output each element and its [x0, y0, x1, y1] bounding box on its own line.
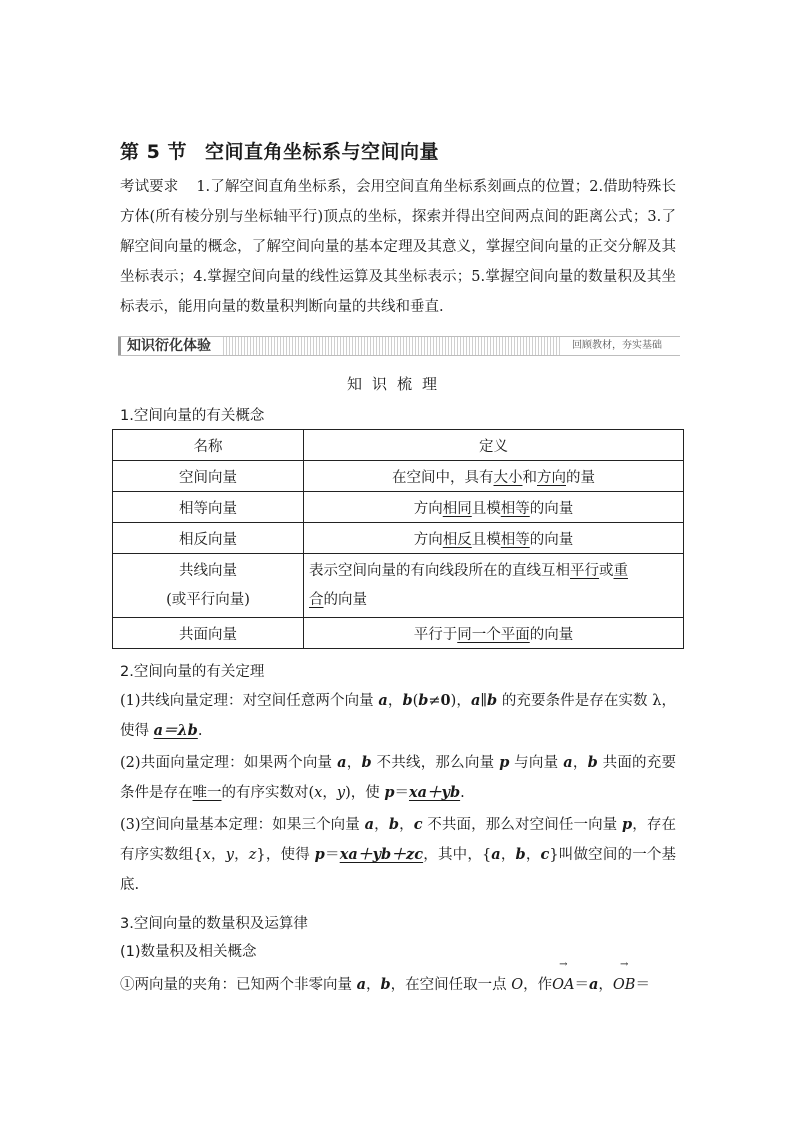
row-def: 表示空间向量的有向线段所在的直线互相平行或重 合的向量	[304, 554, 684, 618]
section-title	[120, 137, 439, 164]
theorems-heading: 2.空间向量的有关定理	[120, 664, 265, 680]
col-name-header: 名称	[113, 430, 304, 461]
requirements-label: 考试要求	[120, 179, 179, 195]
table-header-row	[113, 430, 684, 461]
banner-right-label: 回顾教材，夯实基础	[560, 337, 680, 355]
row-def: 方向相反且模相等的向量	[304, 523, 684, 554]
banner-left-label: 知识衍化体验	[118, 337, 221, 355]
col-def-header: 定义	[304, 430, 684, 461]
row-name: 相反向量	[113, 523, 304, 554]
row-name: 共线向量 (或平行向量)	[113, 554, 304, 618]
section-number: 第 5 节	[120, 141, 187, 163]
coplanar-theorem: (2)共面向量定理：如果两个向量 a，b 不共线，那么向量 p 与向量 a，b 共面的充要条件是存在唯一的有序实数对(x，y)，使 p＝xa＋yb.	[120, 754, 677, 801]
row-def: 方向相同且模相等的向量	[304, 492, 684, 523]
row-name: 共面向量	[113, 618, 304, 649]
table-row	[113, 492, 684, 523]
row-name: 空间向量	[113, 461, 304, 492]
knowledge-banner	[118, 336, 680, 356]
table-row	[113, 554, 684, 618]
vector-ob: → OB	[612, 959, 636, 993]
table-row	[113, 523, 684, 554]
section-topic: 空间直角坐标系与空间向量	[204, 141, 439, 163]
requirements-text: 1.了解空间直角坐标系，会用空间直角坐标系刻画点的位置；2.借助特殊长方体(所有棱分别与坐标轴平行)顶点的坐标，探索并得出空间两点间的距离公式；3.了解空间向量的概念，了解空间向量的基本定理及其意义，掌握空间向量的正交分解及其坐标表示；4.掌握空间向量的线性运算及其坐标表示；5.掌握空间向量的数量积及其坐标表示，能用向量的数量积判断向量的共线和垂直.	[120, 179, 676, 315]
knowledge-subheading: 知识梳理	[346, 375, 447, 393]
table-row	[113, 461, 684, 492]
angle-definition: ①两向量的夹角：已知两个非零向量 a，b，在空间任取一点 O，作 → OA＝a， → OB＝	[120, 970, 676, 1000]
vector-oa: → OA	[552, 959, 575, 993]
concepts-heading: 1.空间向量的有关概念	[120, 408, 265, 424]
basis-theorem: (3)空间向量基本定理：如果三个向量 a，b，c 不共面，那么对空间任一向量 p，存在有序实数组{x，y，z}，使得 p＝xa＋yb＋zc，其中，{a，b，c}叫做空间的一个基底.	[120, 816, 677, 893]
collinear-theorem: (1)共线向量定理：对空间任意两个向量 a，b(b≠0)，a∥b 的充要条件是存在实数 λ，使得 a＝λb.	[120, 692, 676, 739]
concepts-table	[112, 429, 684, 649]
dot-product-heading: 3.空间向量的数量积及运算律	[120, 916, 308, 932]
dot-product-subheading: (1)数量积及相关概念	[120, 944, 257, 960]
table-row	[113, 618, 684, 649]
row-name: 相等向量	[113, 492, 304, 523]
row-def: 平行于同一个平面的向量	[304, 618, 684, 649]
row-def: 在空间中，具有大小和方向的量	[304, 461, 684, 492]
exam-requirements	[120, 172, 676, 322]
